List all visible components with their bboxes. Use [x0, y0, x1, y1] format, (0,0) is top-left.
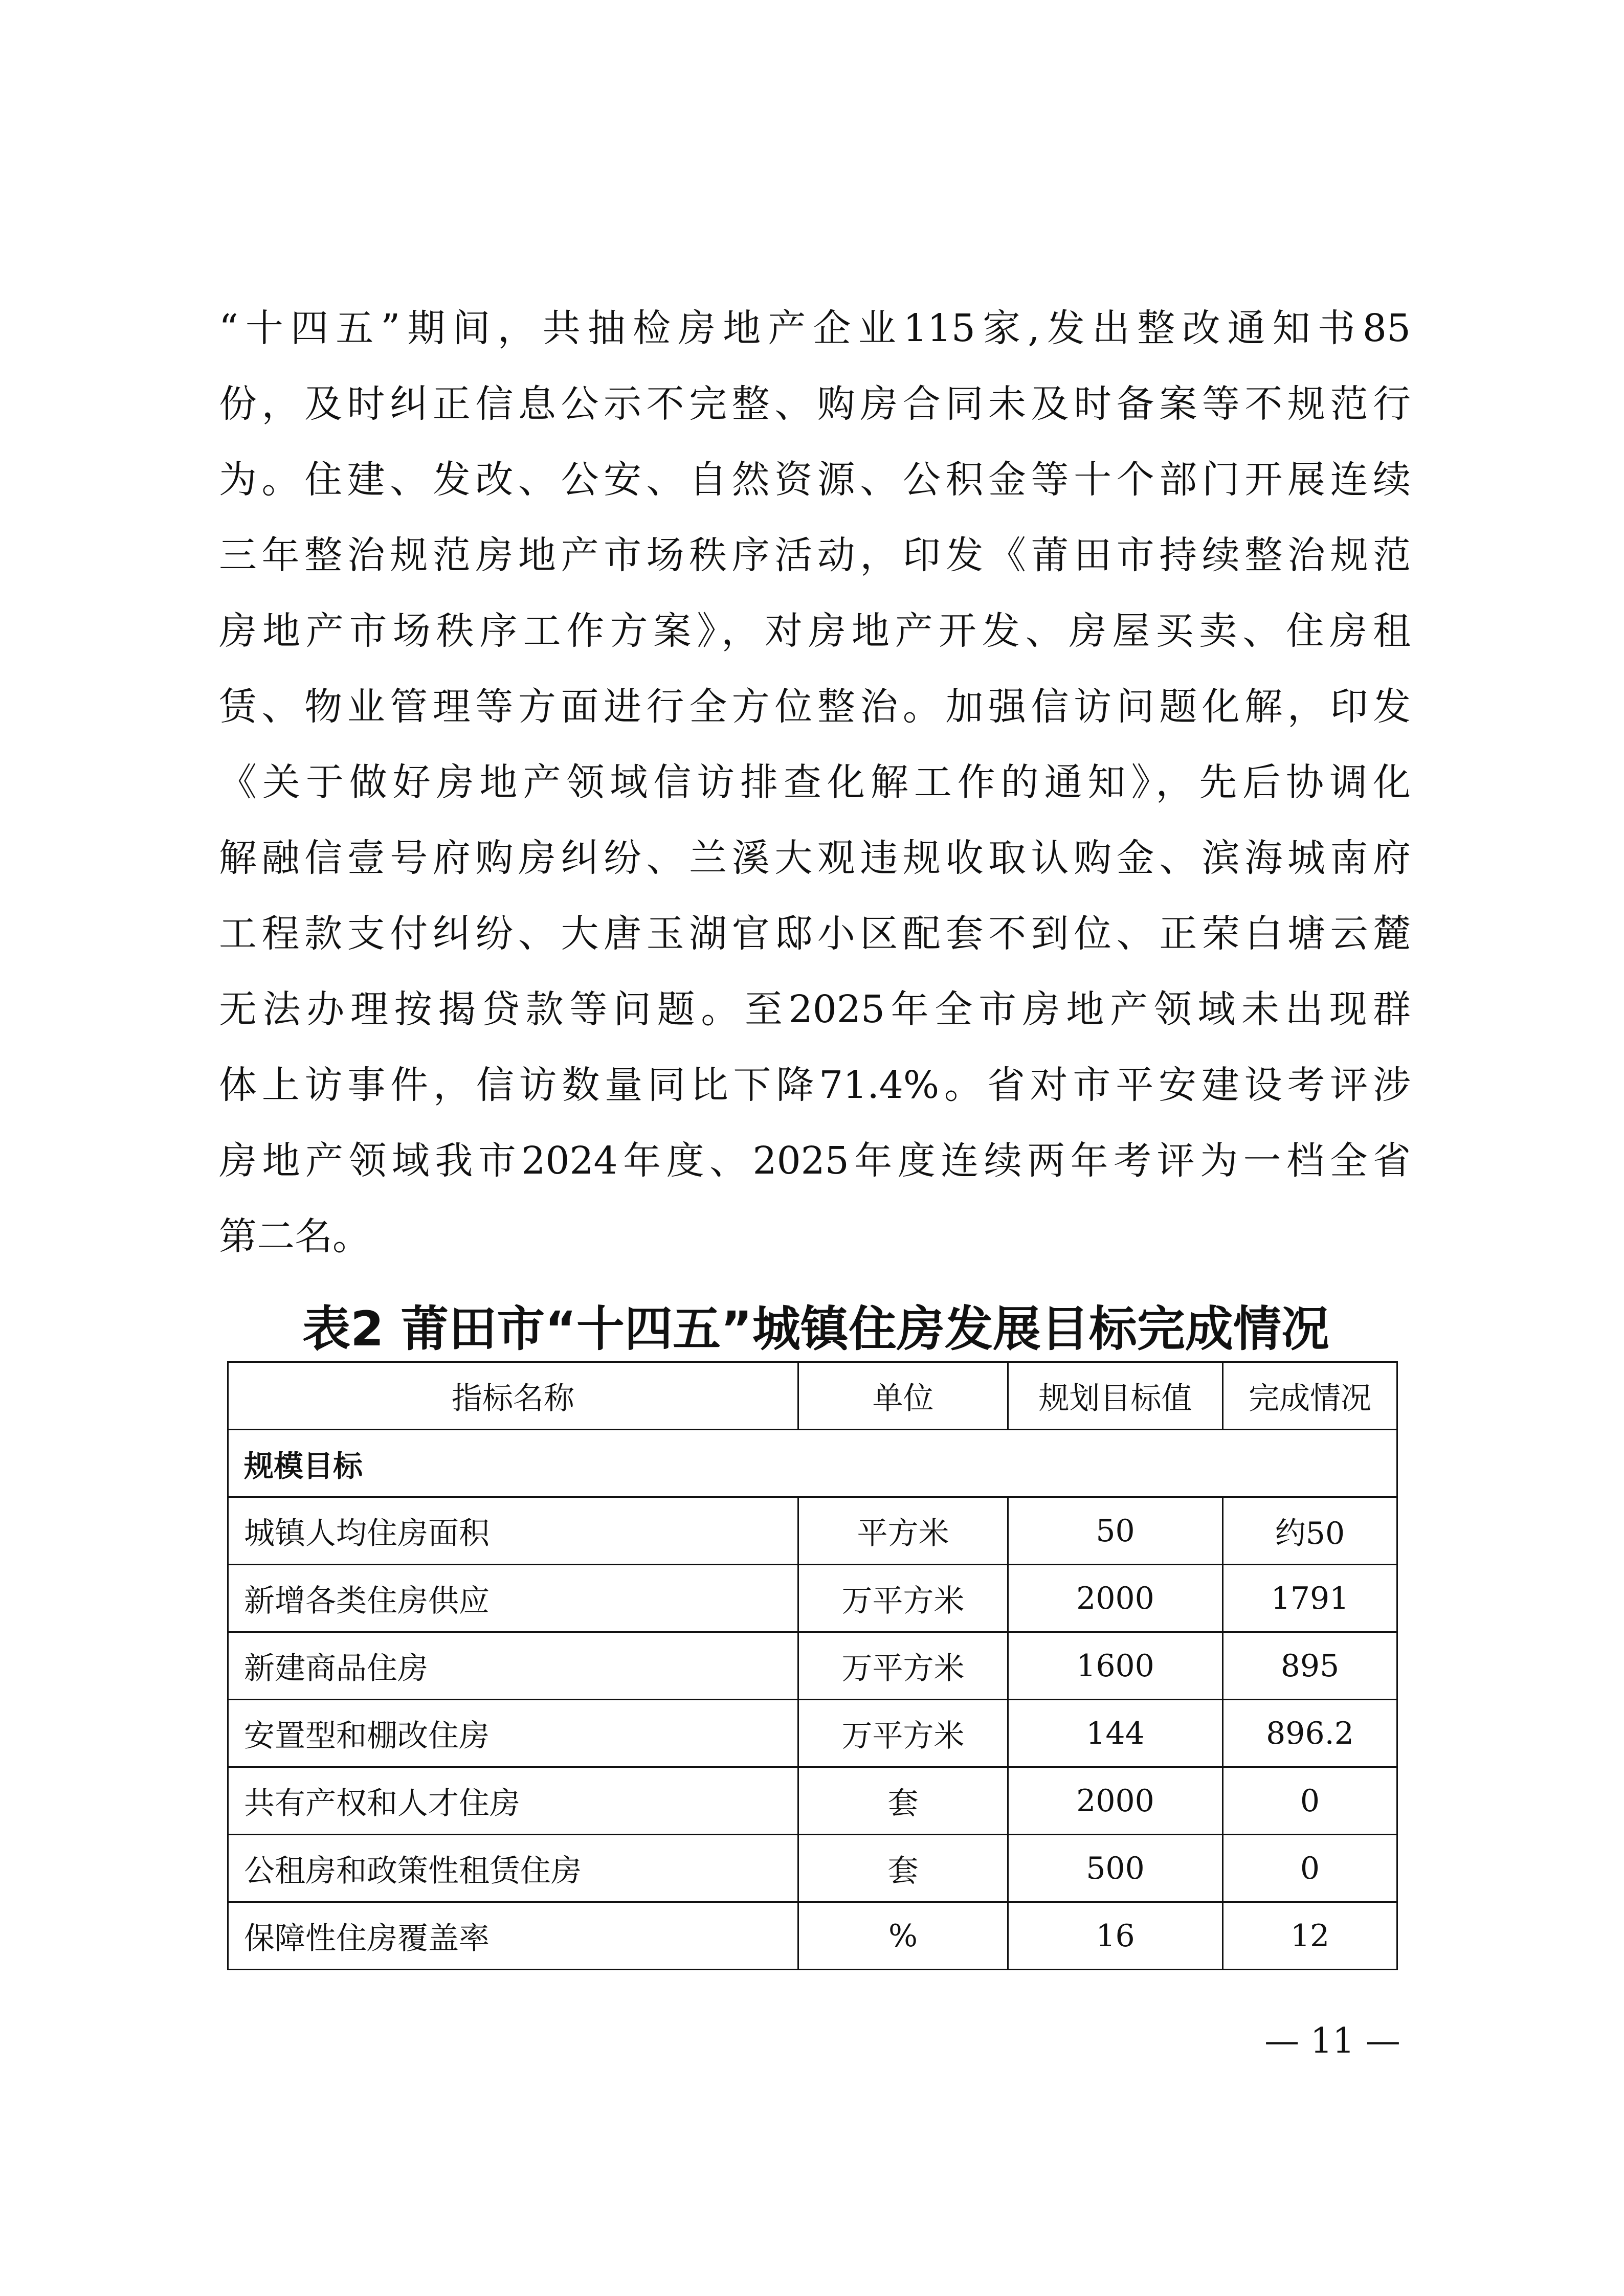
cell-completion: 约50: [1223, 1497, 1397, 1565]
cell-indicator-name: 保障性住房覆盖率: [228, 1902, 798, 1970]
table-row: [228, 1835, 1397, 1902]
table-row: [228, 1565, 1397, 1632]
cell-target-value: 2000: [1008, 1767, 1223, 1835]
paragraph-line: 三年整治规范房地产市场秩序活动，印发《莆田市持续整治规范: [219, 533, 1411, 577]
paragraph-line: 房地产市场秩序工作方案》，对房地产开发、房屋买卖、住房租: [219, 609, 1411, 653]
paragraph-line: 为。住建、发改、公安、自然资源、公积金等十个部门开展连续: [219, 458, 1411, 502]
cell-target-value: 16: [1008, 1902, 1223, 1970]
cell-unit: 万平方米: [798, 1565, 1008, 1632]
table-row: [228, 1497, 1397, 1565]
cell-indicator-name: 城镇人均住房面积: [228, 1497, 798, 1565]
cell-completion: 1791: [1223, 1565, 1397, 1632]
table-header-row: [228, 1362, 1397, 1430]
section-label: 规模目标: [228, 1430, 1397, 1497]
cell-unit: 万平方米: [798, 1632, 1008, 1700]
cell-completion: 895: [1223, 1632, 1397, 1700]
page-number: — 11 —: [1264, 2021, 1400, 2061]
paragraph-line: “十四五”期间，共抽检房地产企业115家,发出整改通知书85: [219, 306, 1411, 350]
cell-indicator-name: 新建商品住房: [228, 1632, 798, 1700]
header-indicator-name: 指标名称: [228, 1362, 798, 1430]
cell-target-value: 50: [1008, 1497, 1223, 1565]
paragraph-line: 无法办理按揭贷款等问题。至2025年全市房地产领域未出现群: [219, 987, 1411, 1031]
cell-indicator-name: 共有产权和人才住房: [228, 1767, 798, 1835]
paragraph-line: 房地产领域我市2024年度、2025年度连续两年考评为一档全省: [219, 1139, 1411, 1183]
cell-target-value: 2000: [1008, 1565, 1223, 1632]
cell-unit: 平方米: [798, 1497, 1008, 1565]
paragraph-line: 工程款支付纠纷、大唐玉湖官邸小区配套不到位、正荣白塘云麓: [219, 912, 1411, 956]
paragraph-line: 体上访事件，信访数量同比下降71.4%。省对市平安建设考评涉: [219, 1063, 1411, 1107]
table-section-row: [228, 1430, 1397, 1497]
cell-unit: 套: [798, 1767, 1008, 1835]
cell-unit: 套: [798, 1835, 1008, 1902]
table-row: [228, 1632, 1397, 1700]
body-paragraph: [219, 290, 1411, 1274]
cell-indicator-name: 新增各类住房供应: [228, 1565, 798, 1632]
housing-target-table: [227, 1361, 1398, 1970]
cell-indicator-name: 安置型和棚改住房: [228, 1700, 798, 1767]
cell-completion: 0: [1223, 1835, 1397, 1902]
header-target-value: 规划目标值: [1008, 1362, 1223, 1430]
table-title: 表2 莆田市“十四五”城镇住房发展目标完成情况: [302, 1301, 1329, 1357]
paragraph-line: 解融信壹号府购房纠纷、兰溪大观违规收取认购金、滨海城南府: [219, 836, 1411, 880]
table-row: [228, 1902, 1397, 1970]
cell-target-value: 500: [1008, 1835, 1223, 1902]
paragraph-line: 赁、物业管理等方面进行全方位整治。加强信访问题化解，印发: [219, 685, 1411, 729]
cell-completion: 12: [1223, 1902, 1397, 1970]
cell-completion: 0: [1223, 1767, 1397, 1835]
paragraph-line: 第二名。: [219, 1214, 370, 1258]
paragraph-line: 份，及时纠正信息公示不完整、购房合同未及时备案等不规范行: [219, 382, 1411, 426]
cell-target-value: 1600: [1008, 1632, 1223, 1700]
cell-completion: 896.2: [1223, 1700, 1397, 1767]
paragraph-line: 《关于做好房地产领域信访排查化解工作的通知》，先后协调化: [219, 760, 1411, 804]
cell-target-value: 144: [1008, 1700, 1223, 1767]
header-unit: 单位: [798, 1362, 1008, 1430]
table-row: [228, 1700, 1397, 1767]
cell-unit: 万平方米: [798, 1700, 1008, 1767]
cell-unit: %: [798, 1902, 1008, 1970]
table-row: [228, 1767, 1397, 1835]
cell-indicator-name: 公租房和政策性租赁住房: [228, 1835, 798, 1902]
header-completion: 完成情况: [1223, 1362, 1397, 1430]
